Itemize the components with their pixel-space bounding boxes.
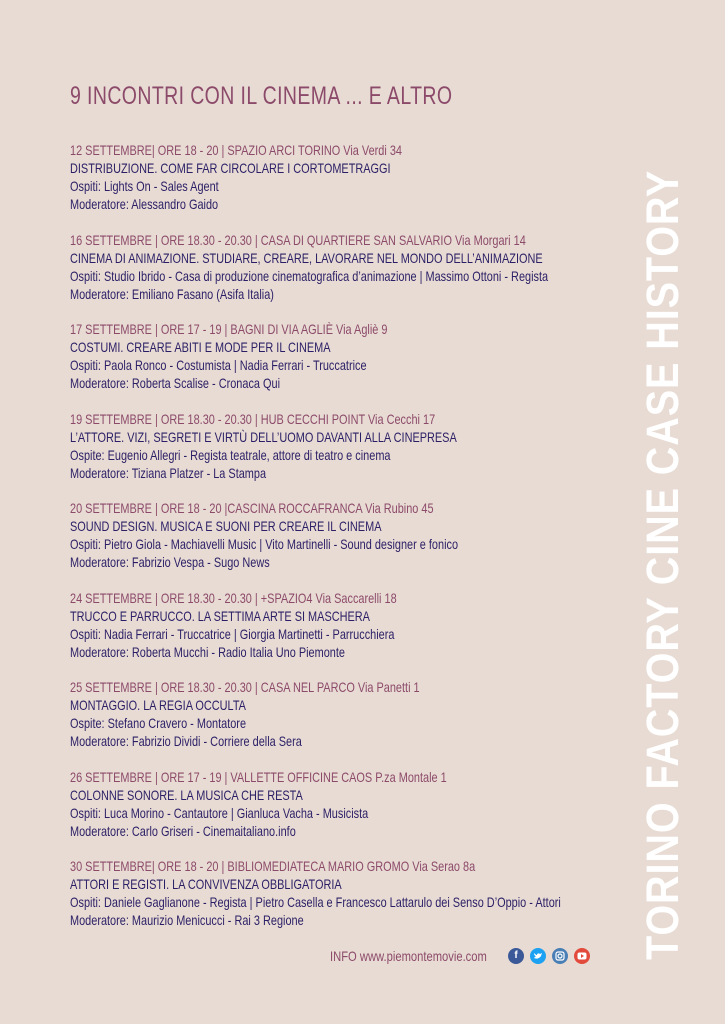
event-title: TRUCCO E PARRUCCO. LA SETTIMA ARTE SI MASCHERA xyxy=(70,607,370,624)
event-header: 16 SETTEMBRE | ORE 18.30 - 20.30 | CASA DI QUARTIERE SAN SALVARIO Via Morgari 14 xyxy=(70,231,526,248)
event-header: 20 SETTEMBRE | ORE 18 - 20 |CASCINA ROCCAFRANCA Via Rubino 45 xyxy=(70,500,434,516)
event-guests: Ospiti: Lights On - Sales Agent xyxy=(70,178,219,194)
footer xyxy=(330,948,590,964)
event-item xyxy=(70,320,630,410)
event-list xyxy=(70,141,630,947)
instagram-icon[interactable] xyxy=(552,948,568,964)
event-item xyxy=(70,589,630,679)
event-header: 17 SETTEMBRE | ORE 17 - 19 | BAGNI DI VIA AGLIÈ Via Agliè 9 xyxy=(70,321,388,337)
event-moderator: Moderatore: Fabrizio Vespa - Sugo News xyxy=(70,554,270,570)
side-title-text: TORINO FACTORY CINE CASE HISTORY xyxy=(637,169,688,960)
event-moderator: Moderatore: Alessandro Gaido xyxy=(70,196,219,212)
event-title: SOUND DESIGN. MUSICA E SUONI PER CREARE IL CINEMA xyxy=(70,518,382,534)
event-guests: Ospite: Stefano Cravero - Montatore xyxy=(70,715,247,731)
info-link[interactable]: INFO www.piemontemovie.com xyxy=(330,948,487,964)
facebook-icon[interactable]: f xyxy=(508,948,524,964)
event-title: L’ATTORE. VIZI, SEGRETI E VIRTÙ DELL’UOMO DAVANTI ALLA CINEPRESA xyxy=(70,428,457,445)
event-title: MONTAGGIO. LA REGIA OCCULTA xyxy=(70,697,246,713)
event-guests: Ospiti: Daniele Gaglianone - Regista | Pietro Casella e Francesco Lattarulo dei Senso D’Oppio - Attori xyxy=(70,894,561,910)
event-moderator: Moderatore: Roberta Mucchi - Radio Italia Uno Piemonte xyxy=(70,643,345,660)
event-guests: Ospiti: Nadia Ferrari - Truccatrice | Giorgia Martinetti - Parrucchiera xyxy=(70,625,395,642)
event-moderator: Moderatore: Carlo Griseri - Cinemaitaliano.info xyxy=(70,822,296,839)
event-title: ATTORI E REGISTI. LA CONVIVENZA OBBLIGATORIA xyxy=(70,876,342,892)
event-title: DISTRIBUZIONE. COME FAR CIRCOLARE I CORTOMETRAGGI xyxy=(70,160,391,176)
event-moderator: Moderatore: Roberta Scalise - Cronaca Qui xyxy=(70,375,281,391)
event-moderator: Moderatore: Tiziana Platzer - La Stampa xyxy=(70,464,267,481)
event-moderator: Moderatore: Emiliano Fasano (Asifa Italia) xyxy=(70,285,274,302)
event-header: 25 SETTEMBRE | ORE 18.30 - 20.30 | CASA NEL PARCO Via Panetti 1 xyxy=(70,679,420,695)
event-header: 12 SETTEMBRE| ORE 18 - 20 | SPAZIO ARCI TORINO Via Verdi 34 xyxy=(70,142,402,158)
side-title xyxy=(637,62,689,960)
event-title: COLONNE SONORE. LA MUSICA CHE RESTA xyxy=(70,786,303,803)
event-guests: Ospiti: Pietro Giola - Machiavelli Music | Vito Martinelli - Sound designer e fonico xyxy=(70,536,459,552)
event-item xyxy=(70,410,630,500)
event-header: 19 SETTEMBRE | ORE 18.30 - 20.30 | HUB CECCHI POINT Via Cecchi 17 xyxy=(70,410,436,427)
page-title: 9 INCONTRI CON IL CINEMA ... E ALTRO xyxy=(70,82,453,110)
event-item xyxy=(70,857,630,947)
event-guests: Ospite: Eugenio Allegri - Regista teatrale, attore di teatro e cinema xyxy=(70,446,391,463)
event-guests: Ospiti: Luca Morino - Cantautore | Gianluca Vacha - Musicista xyxy=(70,804,369,821)
event-header: 26 SETTEMBRE | ORE 17 - 19 | VALLETTE OFFICINE CAOS P.za Montale 1 xyxy=(70,768,447,785)
social-icons xyxy=(508,948,590,964)
event-item xyxy=(70,768,630,858)
event-title: COSTUMI. CREARE ABITI E MODE PER IL CINEMA xyxy=(70,339,331,355)
event-item xyxy=(70,678,630,768)
event-item xyxy=(70,141,630,231)
event-item xyxy=(70,231,630,321)
event-guests: Ospiti: Studio Ibrido - Casa di produzione cinematografica d’animazione | Massimo Ottoni - Regista xyxy=(70,267,549,284)
event-header: 24 SETTEMBRE | ORE 18.30 - 20.30 | +SPAZIO4 Via Saccarelli 18 xyxy=(70,589,397,606)
event-title: CINEMA DI ANIMAZIONE. STUDIARE, CREARE, LAVORARE NEL MONDO DELL’ANIMAZIONE xyxy=(70,249,543,266)
twitter-icon[interactable] xyxy=(530,948,546,964)
event-moderator: Moderatore: Fabrizio Dividi - Corriere della Sera xyxy=(70,733,302,749)
event-item xyxy=(70,499,630,589)
event-header: 30 SETTEMBRE| ORE 18 - 20 | BIBLIOMEDIATECA MARIO GROMO Via Serao 8a xyxy=(70,858,476,874)
event-moderator: Moderatore: Maurizio Menicucci - Rai 3 Regione xyxy=(70,912,304,928)
event-guests: Ospiti: Paola Ronco - Costumista | Nadia Ferrari - Truccatrice xyxy=(70,357,367,373)
youtube-icon[interactable] xyxy=(574,948,590,964)
